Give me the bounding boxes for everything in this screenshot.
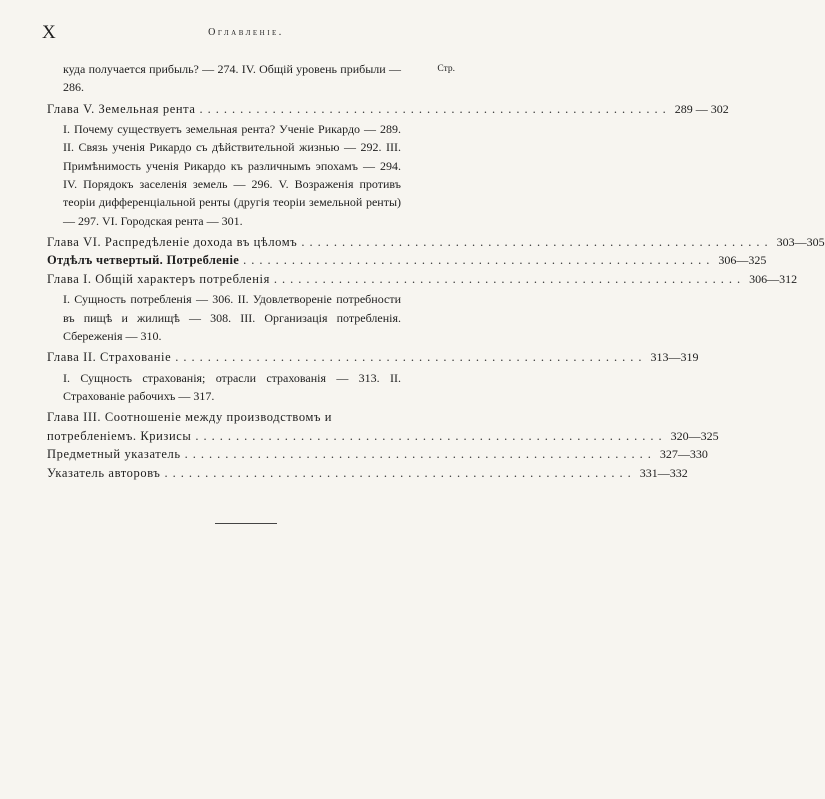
- leader-dots: ..........................................................: [195, 428, 667, 443]
- entry-title: Глава I. Общій характеръ потребленія: [47, 271, 270, 286]
- entry-title: Предметный указатель: [47, 447, 181, 462]
- entry-pages: 306—325: [718, 253, 767, 268]
- running-title: Оглавленіе.: [208, 27, 284, 38]
- leader-dots: ..........................................................: [273, 271, 746, 286]
- entry-title-line1: Глава III. Соотношеніе между производствомъ и: [47, 410, 333, 425]
- toc-continuation-text: куда получается прибыль? — 274. IV. Общій уровень прибыли — 286.: [63, 62, 401, 95]
- entry-pages: 289 — 302: [674, 101, 729, 116]
- toc-entry: [47, 233, 825, 252]
- toc-entry: [47, 408, 719, 445]
- leader-dots: ..........................................................: [175, 350, 647, 365]
- toc-entry: [47, 270, 798, 289]
- toc-entry: [47, 445, 708, 464]
- entry-title: потребленіемъ. Кризисы: [47, 428, 192, 443]
- toc-part-entry: [47, 251, 767, 270]
- entry-subsections-text: I. Сущность потребленія — 306. II. Удовлетвореніе потребности въ пищѣ и жилищѣ — 308. III. Организація потребленія. Сбереженія — 310.: [63, 292, 401, 343]
- entry-pages: 331—332: [639, 465, 688, 480]
- entry-subsections: [47, 290, 463, 345]
- toc-entry: [47, 464, 688, 483]
- part-title: Отдѣлъ четвертый. Потребленіе: [47, 253, 240, 268]
- entry-subsections: [47, 120, 463, 230]
- entry-subsections-text: I. Сущность страхованія; отрасли страхованія — 313. II. Страхованіе рабочихъ — 317.: [63, 370, 401, 404]
- entry-pages: 303—305: [776, 234, 825, 249]
- entry-title: Глава V. Земельная рента: [47, 101, 196, 116]
- toc-continuation: [47, 60, 463, 97]
- leader-dots: ..........................................................: [184, 447, 656, 462]
- toc-entry: [47, 100, 729, 119]
- page-column-label: Стр.: [437, 64, 455, 74]
- entry-pages: 327—330: [659, 447, 708, 462]
- entry-subsections: [47, 369, 463, 406]
- page-number: X: [42, 22, 57, 43]
- entry-pages: 320—325: [670, 428, 719, 443]
- table-of-contents: [47, 60, 825, 482]
- entry-title: Глава II. Страхованіе: [47, 350, 172, 365]
- entry-pages: 313—319: [650, 350, 699, 365]
- entry-title: Указатель авторовъ: [47, 465, 161, 480]
- leader-dots: ..........................................................: [199, 101, 671, 116]
- entry-subsections-text: I. Почему существуетъ земельная рента? Ученіе Рикардо — 289. II. Связь ученія Рикардо съ дѣйствительной жизнью — 292. III. Примѣнимость ученія Рикардо къ различнымъ эпохамъ — 294. IV. Порядокъ заселенія земель — 296. V. Возраженія противъ теоріи дифференціальной ренты (другія теоріи земельной ренты) — 297. VI. Городская рента — 301.: [63, 122, 401, 228]
- entry-title: Глава VI. Распредѣленіе дохода въ цѣломъ: [47, 234, 298, 249]
- leader-dots: ..........................................................: [301, 234, 773, 249]
- toc-entry: [47, 348, 699, 367]
- leader-dots: ..........................................................: [164, 465, 636, 480]
- end-divider: [215, 523, 277, 524]
- leader-dots: ..........................................................: [243, 253, 715, 268]
- entry-pages: 306—312: [749, 271, 798, 286]
